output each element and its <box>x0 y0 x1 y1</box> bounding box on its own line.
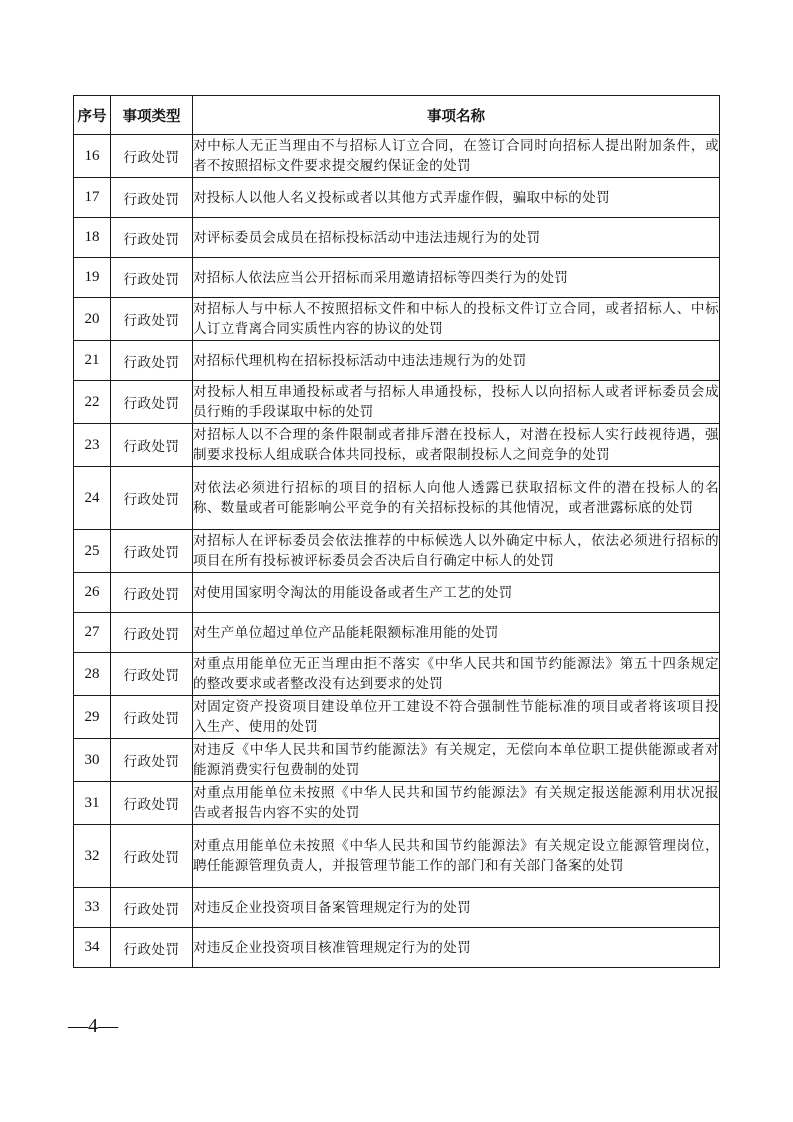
row-matter-type: 行政处罚 <box>111 782 193 825</box>
table-row <box>74 424 720 467</box>
row-serial-number: 19 <box>74 258 111 298</box>
row-matter-name: 对招标人在评标委员会依法推荐的中标候选人以外确定中标人，依法必须进行招标的项目在所有投标被评标委员会否决后自行确定中标人的处罚 <box>193 530 720 573</box>
row-matter-type: 行政处罚 <box>111 135 193 178</box>
table-row <box>74 258 720 298</box>
row-matter-type: 行政处罚 <box>111 258 193 298</box>
row-matter-type: 行政处罚 <box>111 218 193 258</box>
row-serial-number: 21 <box>74 341 111 381</box>
table-row <box>74 613 720 653</box>
row-matter-name: 对重点用能单位无正当理由拒不落实《中华人民共和国节约能源法》第五十四条规定的整改要求或者整改没有达到要求的处罚 <box>193 653 720 696</box>
row-matter-type: 行政处罚 <box>111 178 193 218</box>
table-row <box>74 381 720 424</box>
table-row <box>74 341 720 381</box>
table-row <box>74 178 720 218</box>
table-body <box>74 135 720 968</box>
row-serial-number: 33 <box>74 888 111 928</box>
row-matter-name: 对招标人以不合理的条件限制或者排斥潜在投标人，对潜在投标人实行歧视待遇，强制要求投标人组成联合体共同投标，或者限制投标人之间竞争的处罚 <box>193 424 720 467</box>
row-matter-type: 行政处罚 <box>111 381 193 424</box>
table-row <box>74 218 720 258</box>
row-matter-type: 行政处罚 <box>111 888 193 928</box>
row-serial-number: 18 <box>74 218 111 258</box>
table-row <box>74 573 720 613</box>
row-serial-number: 29 <box>74 696 111 739</box>
row-matter-name: 对招标人与中标人不按照招标文件和中标人的投标文件订立合同，或者招标人、中标人订立背离合同实质性内容的协议的处罚 <box>193 298 720 341</box>
row-matter-name: 对招标代理机构在招标投标活动中违法违规行为的处罚 <box>193 341 720 381</box>
row-serial-number: 34 <box>74 928 111 968</box>
table-row <box>74 696 720 739</box>
matters-table <box>73 95 720 968</box>
row-matter-type: 行政处罚 <box>111 739 193 782</box>
table-row <box>74 530 720 573</box>
row-matter-name: 对投标人相互串通投标或者与招标人串通投标，投标人以向招标人或者评标委员会成员行贿的手段谋取中标的处罚 <box>193 381 720 424</box>
row-matter-name: 对投标人以他人名义投标或者以其他方式弄虚作假，骗取中标的处罚 <box>193 178 720 218</box>
row-matter-type: 行政处罚 <box>111 298 193 341</box>
table-row <box>74 135 720 178</box>
row-serial-number: 20 <box>74 298 111 341</box>
row-matter-type: 行政处罚 <box>111 613 193 653</box>
header-serial-number: 序号 <box>74 96 111 135</box>
row-matter-name: 对违反《中华人民共和国节约能源法》有关规定，无偿向本单位职工提供能源或者对能源消费实行包费制的处罚 <box>193 739 720 782</box>
page-number: —4— <box>68 1015 118 1037</box>
row-matter-name: 对违反企业投资项目核准管理规定行为的处罚 <box>193 928 720 968</box>
row-matter-name: 对生产单位超过单位产品能耗限额标准用能的处罚 <box>193 613 720 653</box>
row-serial-number: 24 <box>74 467 111 530</box>
table-header <box>74 96 720 135</box>
row-matter-type: 行政处罚 <box>111 928 193 968</box>
row-matter-type: 行政处罚 <box>111 467 193 530</box>
row-serial-number: 32 <box>74 825 111 888</box>
row-matter-type: 行政处罚 <box>111 530 193 573</box>
row-matter-name: 对招标人依法应当公开招标而采用邀请招标等四类行为的处罚 <box>193 258 720 298</box>
table-row <box>74 467 720 530</box>
header-matter-name: 事项名称 <box>193 96 720 135</box>
row-serial-number: 28 <box>74 653 111 696</box>
row-serial-number: 27 <box>74 613 111 653</box>
table-row <box>74 298 720 341</box>
row-matter-type: 行政处罚 <box>111 341 193 381</box>
row-matter-name: 对依法必须进行招标的项目的招标人向他人透露已获取招标文件的潜在投标人的名称、数量或者可能影响公平竞争的有关招标投标的其他情况，或者泄露标底的处罚 <box>193 467 720 530</box>
header-matter-type: 事项类型 <box>111 96 193 135</box>
table-row <box>74 782 720 825</box>
row-matter-type: 行政处罚 <box>111 573 193 613</box>
row-matter-name: 对重点用能单位未按照《中华人民共和国节约能源法》有关规定报送能源利用状况报告或者报告内容不实的处罚 <box>193 782 720 825</box>
table-row <box>74 888 720 928</box>
row-matter-type: 行政处罚 <box>111 653 193 696</box>
row-serial-number: 31 <box>74 782 111 825</box>
table-row <box>74 825 720 888</box>
row-matter-name: 对评标委员会成员在招标投标活动中违法违规行为的处罚 <box>193 218 720 258</box>
row-serial-number: 25 <box>74 530 111 573</box>
row-serial-number: 17 <box>74 178 111 218</box>
row-matter-name: 对违反企业投资项目备案管理规定行为的处罚 <box>193 888 720 928</box>
row-matter-name: 对固定资产投资项目建设单位开工建设不符合强制性节能标准的项目或者将该项目投入生产、使用的处罚 <box>193 696 720 739</box>
row-matter-name: 对重点用能单位未按照《中华人民共和国节约能源法》有关规定设立能源管理岗位，聘任能源管理负责人，并报管理节能工作的部门和有关部门备案的处罚 <box>193 825 720 888</box>
row-matter-name: 对中标人无正当理由不与招标人订立合同，在签订合同时向招标人提出附加条件，或者不按照招标文件要求提交履约保证金的处罚 <box>193 135 720 178</box>
row-serial-number: 23 <box>74 424 111 467</box>
table-row <box>74 928 720 968</box>
row-matter-type: 行政处罚 <box>111 696 193 739</box>
row-matter-type: 行政处罚 <box>111 424 193 467</box>
table-row <box>74 653 720 696</box>
row-serial-number: 22 <box>74 381 111 424</box>
row-serial-number: 26 <box>74 573 111 613</box>
row-matter-type: 行政处罚 <box>111 825 193 888</box>
row-matter-name: 对使用国家明令淘汰的用能设备或者生产工艺的处罚 <box>193 573 720 613</box>
table-row <box>74 739 720 782</box>
row-serial-number: 16 <box>74 135 111 178</box>
row-serial-number: 30 <box>74 739 111 782</box>
